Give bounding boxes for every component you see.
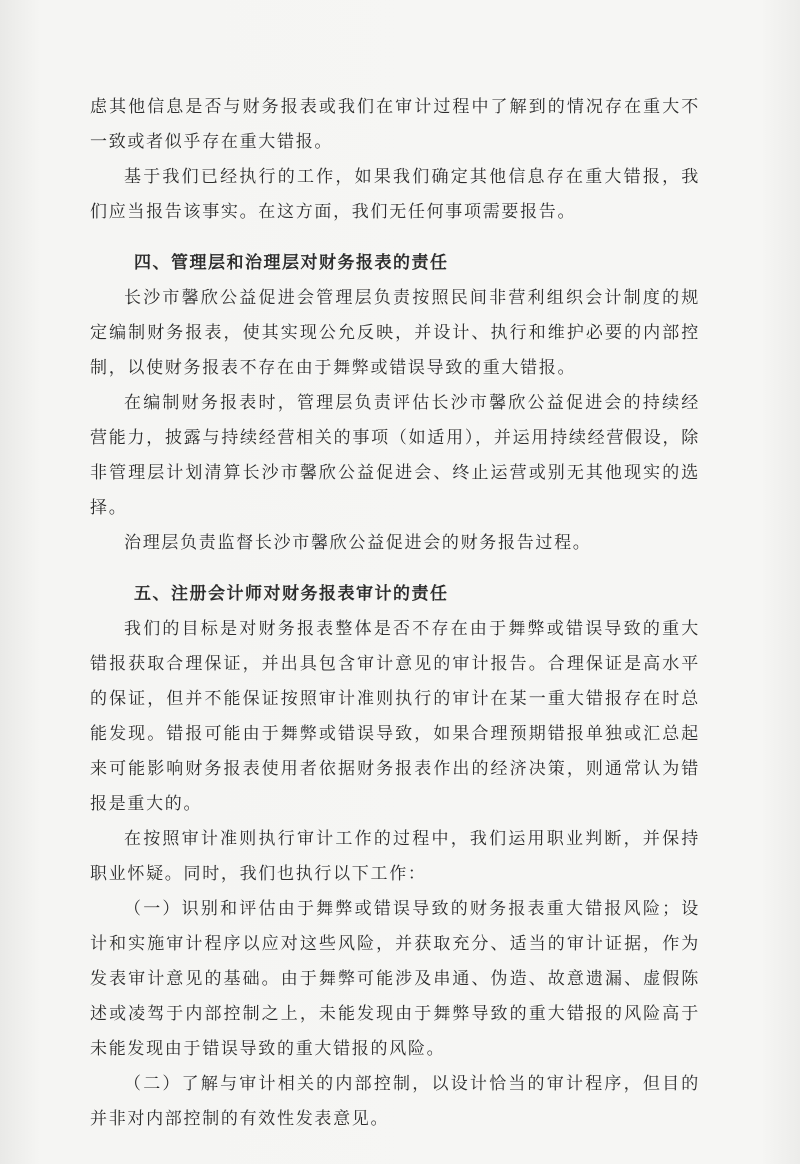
list-item-2: （二）了解与审计相关的内部控制，以设计恰当的审计程序，但目的并非对内部控制的有效性发表意见。 (90, 1074, 700, 1129)
document-body (90, 90, 700, 1137)
paragraph-governance: 治理层负责监督长沙市馨欣公益促进会的财务报告过程。 (124, 533, 592, 553)
paragraph-management-2: 在编制财务报表时，管理层负责评估长沙市馨欣公益促进会的持续经营能力，披露与持续经营相关的事项（如适用），并运用持续经营假设，除非管理层计划清算长沙市馨欣公益促进会、终止运营或别无其他现实的选择。 (90, 393, 700, 518)
section-heading-management-responsibility: 四、管理层和治理层对财务报表的责任 (134, 253, 449, 273)
list-item-1: （一）识别和评估由于舞弊或错误导致的财务报表重大错报风险；设计和实施审计程序以应对这些风险，并获取充分、适当的审计证据，作为发表审计意见的基础。由于舞弊可能涉及串通、伪造、故意遗漏、虚假陈述或凌驾于内部控制之上，未能发现由于舞弊导致的重大错报的风险高于未能发现由于错误导致的重大错报的风险。 (90, 899, 700, 1059)
paragraph-other-info-conclusion: 基于我们已经执行的工作，如果我们确定其他信息存在重大错报，我们应当报告该事实。在这方面，我们无任何事项需要报告。 (90, 167, 700, 222)
section-heading-auditor-responsibility: 五、注册会计师对财务报表审计的责任 (134, 584, 449, 604)
paragraph-auditor-judgment: 在按照审计准则执行审计工作的过程中，我们运用职业判断，并保持职业怀疑。同时，我们也执行以下工作： (90, 829, 700, 884)
paragraph-other-info-continuation: 虑其他信息是否与财务报表或我们在审计过程中了解到的情况存在重大不一致或者似乎存在重大错报。 (90, 97, 700, 152)
paragraph-auditor-objective: 我们的目标是对财务报表整体是否不存在由于舞弊或错误导致的重大错报获取合理保证，并出具包含审计意见的审计报告。合理保证是高水平的保证，但并不能保证按照审计准则执行的审计在某一重大错报存在时总能发现。错报可能由于舞弊或错误导致，如果合理预期错报单独或汇总起来可能影响财务报表使用者依据财务报表作出的经济决策，则通常认为错报是重大的。 (90, 619, 700, 814)
paragraph-management-1: 长沙市馨欣公益促进会管理层负责按照民间非营利组织会计制度的规定编制财务报表，使其实现公允反映，并设计、执行和维护必要的内部控制，以使财务报表不存在由于舞弊或错误导致的重大错报。 (90, 288, 700, 378)
